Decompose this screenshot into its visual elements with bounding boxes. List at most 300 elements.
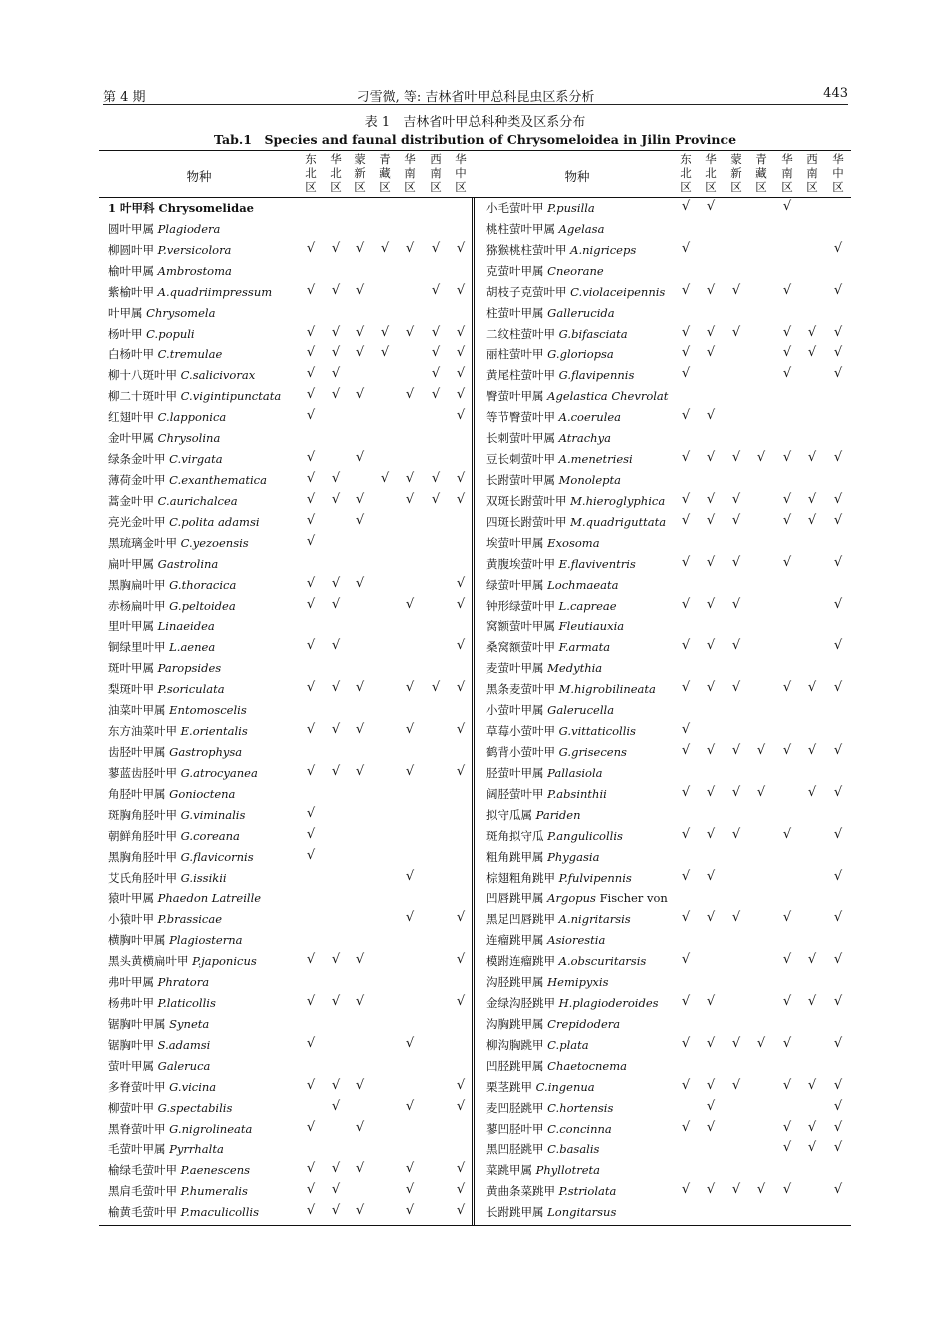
presence-check: √ — [355, 952, 365, 968]
chinese-name: 艾氏角胫叶甲 — [108, 870, 177, 885]
presence-check: √ — [706, 868, 716, 884]
chinese-name: 薄荷金叶甲 — [108, 472, 166, 487]
region-header-char: 区 — [806, 180, 818, 194]
presence-check: √ — [681, 994, 691, 1010]
presence-check: √ — [681, 1035, 691, 1051]
genus-name — [108, 660, 221, 676]
presence-check: √ — [731, 554, 741, 570]
region-header-char: 东 — [305, 152, 317, 166]
presence-check: √ — [756, 742, 766, 758]
scientific-name: P.versicolora — [157, 242, 232, 257]
table-row — [99, 762, 472, 783]
scientific-name: P.pusilla — [547, 201, 595, 215]
presence-check: √ — [782, 282, 792, 298]
presence-check: √ — [807, 450, 817, 466]
chinese-name: 柳圆叶甲 — [108, 242, 154, 257]
presence-check: √ — [731, 784, 741, 800]
table-row — [477, 448, 850, 469]
presence-check: √ — [331, 1077, 341, 1093]
presence-check: √ — [405, 680, 415, 696]
presence-check: √ — [681, 742, 691, 758]
chinese-name: 黄腹埃萤叶甲 — [486, 556, 555, 571]
table-row — [477, 950, 850, 971]
species-name — [486, 1037, 589, 1053]
scientific-name: P.japonicus — [192, 954, 257, 969]
table-row — [99, 385, 472, 406]
scientific-name: Agelasa — [558, 221, 605, 236]
scientific-name: Phygasia — [547, 849, 600, 864]
species-name — [486, 514, 666, 530]
scientific-name: P.laticollis — [157, 996, 216, 1011]
presence-check: √ — [706, 680, 716, 696]
table-row — [99, 406, 472, 427]
genus-name — [486, 849, 599, 865]
presence-check: √ — [456, 722, 466, 738]
presence-check: √ — [405, 470, 415, 486]
region-header-char: 区 — [455, 180, 467, 194]
presence-check: √ — [306, 1161, 316, 1177]
presence-check: √ — [782, 324, 792, 340]
header-rule — [103, 104, 848, 105]
chinese-name: 克萤叶甲属 — [486, 263, 544, 278]
region-header-char: 南 — [404, 166, 416, 180]
scientific-name: Gastrolina — [157, 556, 219, 571]
presence-check: √ — [782, 910, 792, 926]
running-title: 刁雪微, 等: 吉林省叶甲总科昆虫区系分析 — [356, 90, 595, 105]
species-name — [108, 723, 248, 739]
chinese-name: 二纹柱萤叶甲 — [486, 326, 555, 341]
presence-check: √ — [681, 784, 691, 800]
table-row — [99, 364, 472, 385]
chinese-name: 拟守瓜属 — [486, 807, 532, 822]
region-header-char: 青 — [755, 152, 767, 166]
table-row — [477, 218, 850, 239]
scientific-name: H.plagioderoides — [558, 996, 659, 1011]
table-row — [99, 804, 472, 825]
scientific-name: Monolepta — [558, 472, 622, 487]
running-head — [103, 86, 848, 106]
genus-name — [486, 221, 604, 237]
scientific-name: C.yezoensis — [180, 535, 249, 550]
species-name — [108, 807, 245, 823]
table-row — [477, 197, 850, 218]
presence-check: √ — [306, 408, 316, 424]
scientific-name: G.viminalis — [180, 807, 246, 822]
table-row — [477, 1097, 850, 1118]
chinese-name: 连瘤跳甲属 — [486, 933, 544, 948]
chinese-name: 杨弗叶甲 — [108, 996, 154, 1011]
presence-check: √ — [731, 512, 741, 528]
region-header-char: 区 — [705, 180, 717, 194]
chinese-name: 黑胸扁叶甲 — [108, 577, 166, 592]
species-name — [108, 598, 236, 614]
table-row — [99, 595, 472, 616]
scientific-name: Longitarsus — [547, 1205, 617, 1220]
presence-check: √ — [833, 994, 843, 1010]
scientific-name: G.spectabilis — [157, 1100, 233, 1115]
table-row — [477, 364, 850, 385]
species-name — [108, 1079, 216, 1095]
table-row — [477, 762, 850, 783]
presence-check: √ — [456, 366, 466, 382]
genus-name — [108, 556, 218, 572]
table-row — [477, 1159, 850, 1180]
presence-check: √ — [807, 1077, 817, 1093]
presence-check: √ — [306, 1077, 316, 1093]
scientific-name: E.orientalis — [180, 724, 248, 739]
genus-name — [108, 890, 261, 906]
chinese-name: 红翅叶甲 — [108, 410, 154, 425]
scientific-name: C.virgata — [169, 452, 223, 467]
chinese-name: 横胸叶甲属 — [108, 933, 166, 948]
table-row — [99, 867, 472, 888]
scientific-name: C.aurichalcea — [157, 493, 238, 508]
presence-check: √ — [306, 638, 316, 654]
chinese-name: 小猿叶甲 — [108, 912, 154, 927]
presence-check: √ — [456, 638, 466, 654]
scientific-name: G.gloriopsa — [547, 347, 614, 362]
scientific-name: G.thoracica — [169, 577, 237, 592]
scientific-name: Argopus — [547, 891, 596, 906]
table-row — [477, 260, 850, 281]
chinese-name: 柳沟胸跳甲 — [486, 1037, 544, 1052]
presence-check: √ — [306, 1035, 316, 1051]
species-name — [486, 828, 623, 844]
chinese-name: 长刺萤叶甲属 — [486, 431, 555, 446]
table-row — [99, 699, 472, 720]
scientific-name: M.higrobilineata — [558, 682, 656, 697]
species-name — [486, 995, 659, 1011]
genus-name — [108, 200, 254, 216]
scientific-name: G.peltoidea — [169, 598, 236, 613]
table-row — [99, 1034, 472, 1055]
scientific-name: G.coreana — [180, 828, 240, 843]
region-header-char: 华 — [832, 152, 844, 166]
scientific-name: C.ingenua — [535, 1079, 595, 1094]
genus-name — [486, 974, 609, 990]
scientific-name: A.coerulea — [558, 410, 622, 425]
table-row — [99, 1159, 472, 1180]
genus-name — [486, 1058, 627, 1074]
presence-check: √ — [456, 387, 466, 403]
presence-check: √ — [833, 450, 843, 466]
chinese-name: 小毛萤叶甲 — [486, 201, 544, 215]
presence-check: √ — [681, 638, 691, 654]
presence-check: √ — [355, 387, 365, 403]
scientific-name: L.capreae — [558, 598, 617, 613]
scientific-name: A.nigritarsis — [558, 912, 631, 927]
chinese-name: 柳十八斑叶甲 — [108, 368, 177, 383]
presence-check: √ — [306, 470, 316, 486]
chinese-name: 杨叶甲 — [108, 326, 143, 341]
table-row — [99, 197, 472, 218]
species-name — [108, 451, 223, 467]
species-name — [108, 849, 254, 865]
presence-check: √ — [807, 952, 817, 968]
chinese-name: 粗角跳甲属 — [486, 849, 544, 864]
presence-check: √ — [731, 680, 741, 696]
table-row — [477, 825, 850, 846]
presence-check: √ — [782, 199, 792, 214]
chinese-name: 凹唇跳甲属 — [486, 891, 544, 906]
presence-check: √ — [306, 847, 316, 863]
presence-check: √ — [706, 408, 716, 424]
presence-check: √ — [355, 1161, 365, 1177]
presence-check: √ — [782, 554, 792, 570]
table-row — [477, 846, 850, 867]
presence-check: √ — [807, 742, 817, 758]
presence-check: √ — [807, 1140, 817, 1156]
table-row — [477, 1013, 850, 1034]
presence-check: √ — [306, 366, 316, 382]
presence-check: √ — [681, 910, 691, 926]
presence-check: √ — [833, 1035, 843, 1051]
presence-check: √ — [706, 1098, 716, 1114]
presence-check: √ — [380, 470, 390, 486]
presence-check: √ — [706, 910, 716, 926]
species-name — [108, 409, 226, 425]
author-name: Fischer von — [599, 891, 668, 906]
presence-check: √ — [355, 575, 365, 591]
table-right-half — [477, 197, 850, 1222]
table-row — [477, 678, 850, 699]
presence-check: √ — [431, 345, 441, 361]
chinese-name: 绿条金叶甲 — [108, 452, 166, 467]
presence-check: √ — [405, 868, 415, 884]
region-header-char: 蒙 — [354, 152, 366, 166]
table-row — [99, 490, 472, 511]
presence-check: √ — [681, 240, 691, 256]
region-header-char: 区 — [781, 180, 793, 194]
presence-check: √ — [331, 366, 341, 382]
chinese-name: 蒿金叶甲 — [108, 493, 154, 508]
table-row — [477, 741, 850, 762]
presence-check: √ — [833, 491, 843, 507]
chinese-name: 小萤叶甲属 — [486, 703, 544, 718]
presence-check: √ — [331, 596, 341, 612]
presence-check: √ — [456, 994, 466, 1010]
chinese-name: 等节臀萤叶甲 — [486, 410, 555, 425]
table-row — [99, 427, 472, 448]
page-number: 443 — [823, 86, 848, 101]
chinese-name: 多脊萤叶甲 — [108, 1079, 166, 1094]
scientific-name: G.issikii — [180, 870, 227, 885]
presence-check: √ — [355, 240, 365, 256]
table-row — [477, 929, 850, 950]
table-caption-cn: 表 1 吉林省叶甲总科种类及区系分布 — [364, 115, 586, 130]
chinese-name: 黑条麦萤叶甲 — [486, 682, 555, 697]
issue-number: 第 4 期 — [103, 90, 146, 105]
chinese-name: 草莓小萤叶甲 — [486, 724, 555, 739]
region-header-char: 区 — [430, 180, 442, 194]
presence-check: √ — [456, 470, 466, 486]
table-row — [99, 1138, 472, 1159]
presence-check: √ — [355, 491, 365, 507]
scientific-name: C.exanthematica — [169, 472, 267, 487]
presence-check: √ — [431, 387, 441, 403]
presence-check: √ — [706, 554, 716, 570]
scientific-name: Phaedon Latreille — [157, 891, 262, 906]
presence-check: √ — [833, 512, 843, 528]
presence-check: √ — [331, 680, 341, 696]
table-row — [477, 1118, 850, 1139]
chinese-name: 栗茎跳甲 — [486, 1079, 532, 1094]
presence-check: √ — [731, 1077, 741, 1093]
presence-check: √ — [782, 1035, 792, 1051]
presence-check: √ — [405, 1203, 415, 1219]
scientific-name: P.absinthii — [547, 786, 607, 801]
region-header-char: 藏 — [755, 166, 767, 180]
chinese-name: 弗叶甲属 — [108, 975, 154, 990]
presence-check: √ — [731, 596, 741, 612]
species-name — [486, 367, 634, 383]
species-name — [486, 346, 614, 362]
chinese-name: 齿胫叶甲属 — [108, 744, 166, 759]
presence-check: √ — [681, 408, 691, 424]
region-header-char: 西 — [430, 152, 442, 166]
genus-name — [108, 702, 247, 718]
presence-check: √ — [706, 512, 716, 528]
presence-check: √ — [331, 952, 341, 968]
genus-name — [108, 1141, 224, 1157]
region-header-char: 区 — [354, 180, 366, 194]
table-row — [99, 260, 472, 281]
scientific-name: G.bifasciata — [558, 326, 628, 341]
presence-check: √ — [833, 826, 843, 842]
table-row — [477, 908, 850, 929]
presence-check: √ — [756, 784, 766, 800]
presence-check: √ — [306, 387, 316, 403]
scientific-name: Galeruca — [157, 1058, 211, 1073]
presence-check: √ — [756, 450, 766, 466]
region-header-char: 区 — [832, 180, 844, 194]
genus-name — [486, 932, 605, 948]
presence-check: √ — [380, 324, 390, 340]
table-top-rule — [99, 150, 851, 151]
table-row — [99, 532, 472, 553]
table-row — [477, 343, 850, 364]
species-name — [486, 598, 617, 614]
species-name — [108, 1037, 210, 1053]
chinese-name: 凹胫跳甲属 — [486, 1058, 544, 1073]
scientific-name: Pyrrhalta — [169, 1142, 224, 1157]
presence-check: √ — [456, 1098, 466, 1114]
presence-check: √ — [706, 324, 716, 340]
species-name — [486, 409, 621, 425]
species-column-header: 物种 — [564, 169, 590, 184]
chinese-name: 长跗跳甲属 — [486, 1205, 544, 1220]
chinese-name: 黑胸角胫叶甲 — [108, 849, 177, 864]
chinese-name: 四斑长跗萤叶甲 — [486, 514, 567, 529]
species-name — [108, 346, 222, 362]
presence-check: √ — [456, 1077, 466, 1093]
presence-check: √ — [706, 282, 716, 298]
scientific-name: Asiorestia — [547, 933, 606, 948]
scientific-name: P.humeralis — [180, 1184, 248, 1199]
chinese-name: 赤杨扁叶甲 — [108, 598, 166, 613]
chinese-name: 钟形绿萤叶甲 — [486, 598, 555, 613]
scientific-name: Crepidodera — [547, 1016, 621, 1031]
presence-check: √ — [306, 240, 316, 256]
table-row — [99, 1076, 472, 1097]
region-header-left-4 — [376, 152, 394, 194]
presence-check: √ — [431, 491, 441, 507]
presence-check: √ — [405, 763, 415, 779]
table-row — [477, 553, 850, 574]
species-name — [486, 1100, 613, 1116]
table-row — [477, 636, 850, 657]
presence-check: √ — [706, 638, 716, 654]
region-header-char: 新 — [730, 166, 742, 180]
species-name — [486, 1183, 616, 1199]
chinese-name: 黑肩毛萤叶甲 — [108, 1184, 177, 1199]
table-row — [477, 469, 850, 490]
genus-name — [486, 702, 614, 718]
table-row — [477, 720, 850, 741]
genus-name — [486, 1204, 616, 1220]
scientific-name: Syneta — [169, 1016, 210, 1031]
genus-name — [486, 618, 624, 634]
table-row — [99, 971, 472, 992]
presence-check: √ — [782, 1077, 792, 1093]
region-header-char: 中 — [455, 166, 467, 180]
presence-check: √ — [782, 826, 792, 842]
scientific-name: A.quadriimpressum — [157, 284, 273, 299]
genus-name — [486, 305, 615, 321]
scientific-name: Chrysomela — [146, 305, 216, 320]
presence-check: √ — [431, 282, 441, 298]
species-name — [486, 242, 636, 258]
presence-check: √ — [782, 450, 792, 466]
region-header-char: 南 — [781, 166, 793, 180]
region-header-char: 华 — [455, 152, 467, 166]
chinese-name: 沟胸跳甲属 — [486, 1016, 544, 1031]
species-name — [486, 556, 636, 572]
species-name — [486, 911, 631, 927]
chinese-name: 金绿沟胫跳甲 — [486, 996, 555, 1011]
presence-check: √ — [833, 638, 843, 654]
region-header-char: 区 — [730, 180, 742, 194]
presence-check: √ — [731, 826, 741, 842]
table-row — [99, 1118, 472, 1139]
table-row — [477, 532, 850, 553]
scientific-name: C.salicivorax — [180, 368, 256, 383]
chinese-name: 黄尾柱萤叶甲 — [486, 368, 555, 383]
presence-check: √ — [706, 450, 716, 466]
scientific-name: Gallerucida — [547, 305, 615, 320]
species-name — [486, 723, 636, 739]
table-row — [99, 741, 472, 762]
chinese-name: 柳萤叶甲 — [108, 1100, 154, 1115]
presence-check: √ — [456, 910, 466, 926]
scientific-name: G.nigrolineata — [169, 1121, 253, 1136]
chinese-name: 榆叶甲属 — [108, 263, 154, 278]
species-name — [108, 326, 195, 342]
genus-name — [486, 890, 668, 906]
species-name — [108, 388, 281, 404]
species-name — [486, 870, 632, 886]
species-name — [108, 1100, 232, 1116]
chinese-name: 猿叶甲属 — [108, 891, 154, 906]
scientific-name: Medythia — [547, 661, 603, 676]
presence-check: √ — [833, 910, 843, 926]
region-header-char: 华 — [781, 152, 793, 166]
presence-check: √ — [706, 491, 716, 507]
presence-check: √ — [405, 491, 415, 507]
presence-check: √ — [731, 638, 741, 654]
scientific-name: C.populi — [146, 326, 195, 341]
chinese-name: 桃柱萤叶甲属 — [486, 221, 555, 236]
